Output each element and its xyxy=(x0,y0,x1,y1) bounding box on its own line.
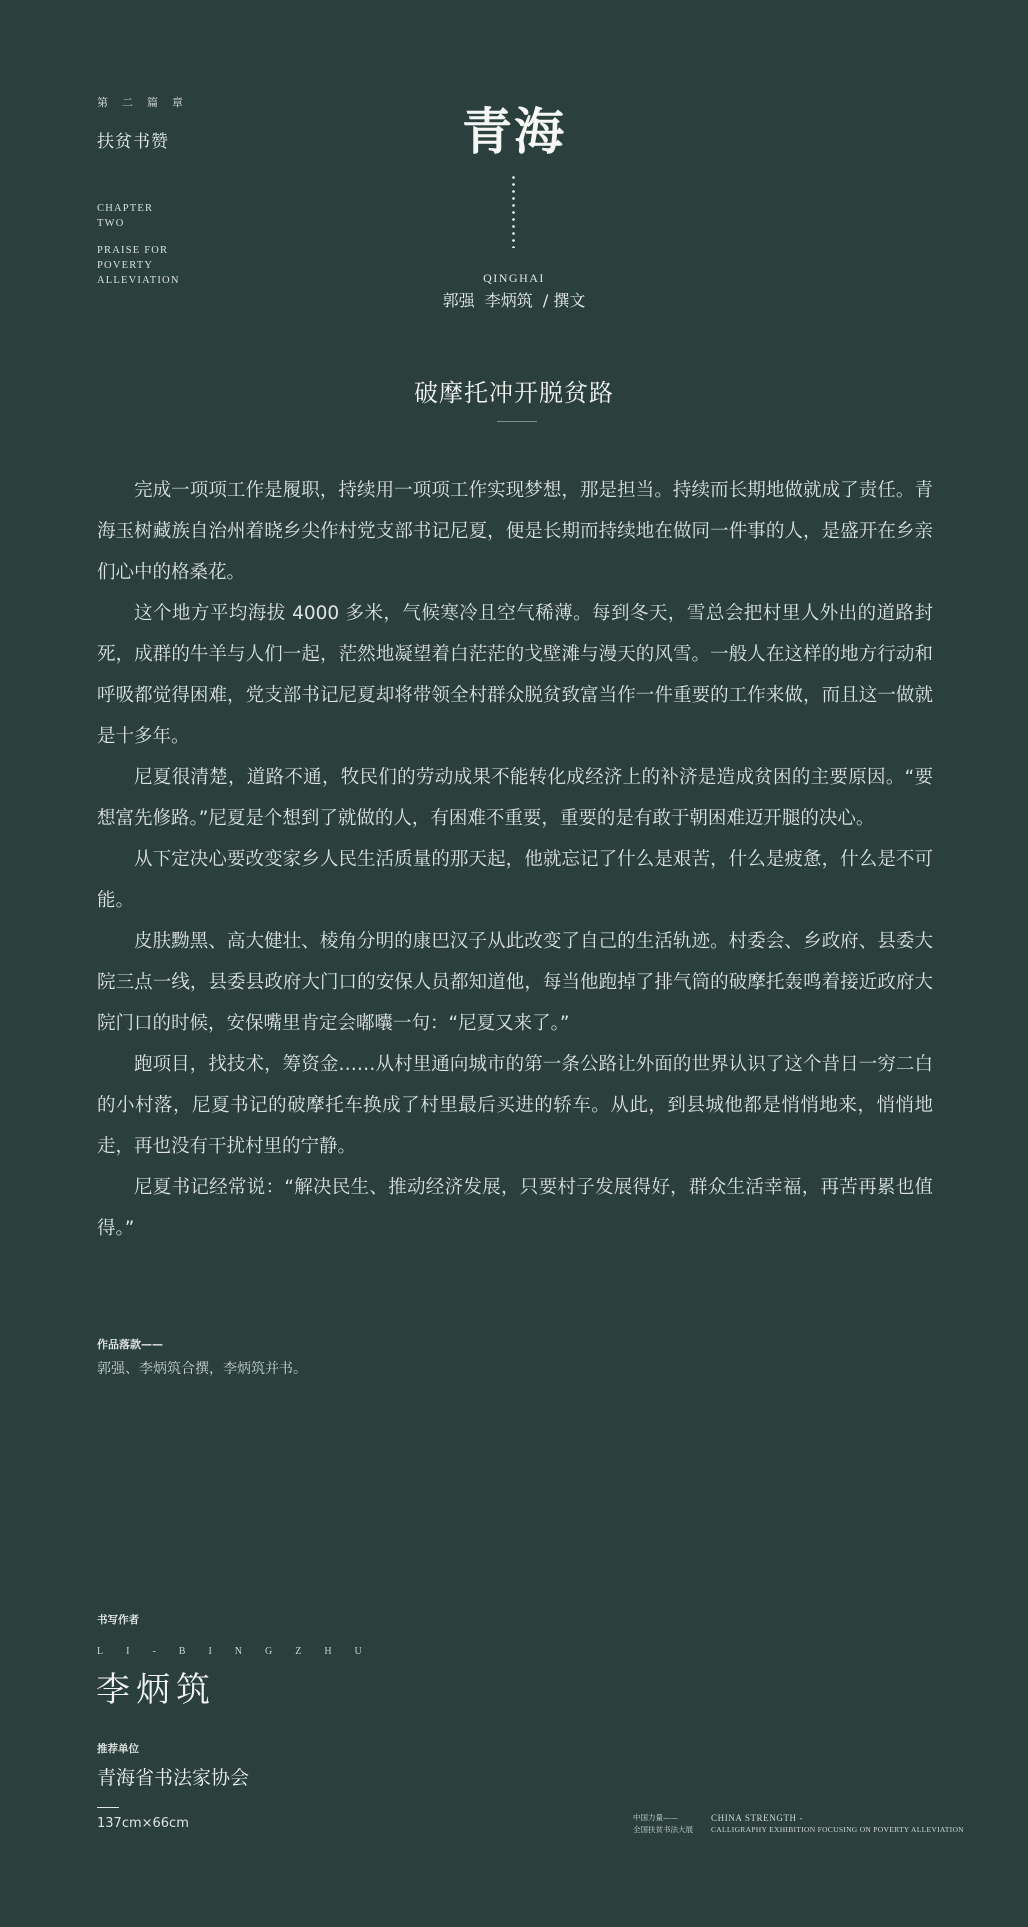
region-title-en: QINGHAI xyxy=(483,271,545,285)
chapter-en-line: TWO xyxy=(97,218,125,229)
exhibition-brand-cn xyxy=(633,1812,693,1836)
brand-cn-line: 全国扶贫书法大展 xyxy=(633,1825,693,1834)
section-en-line: POVERTY xyxy=(97,260,154,271)
section-title-cn: 扶贫书赞 xyxy=(97,132,169,152)
article-title: 破摩托冲开脱贫路 xyxy=(414,379,614,407)
paragraph: 皮肤黝黑、高大健壮、棱角分明的康巴汉子从此改变了自己的生活轨迹。村委会、乡政府、县委大院三点一线，县委县政府大门口的安保人员都知道他，每当他跑掉了排气筒的破摩托轰鸣着接近政府大院门口的时候，安保嘴里肯定会嘟囔一句：“尼夏又来了。” xyxy=(97,931,933,1034)
calligrapher-label: 书写作者 xyxy=(97,1614,139,1626)
paragraph: 尼夏书记经常说：“解决民生、推动经济发展，只要村子发展得好，群众生活幸福，再苦再累也值得。” xyxy=(97,1177,933,1239)
paragraph: 完成一项项工作是履职，持续用一项项工作实现梦想，那是担当。持续而长期地做就成了责任。青海玉树藏族自治州着晓乡尖作村党支部书记尼夏，便是长期而持续地在做同一件事的人，是盛开在乡亲们心中的格桑花。 xyxy=(97,480,933,583)
recommender-label: 推荐单位 xyxy=(97,1743,139,1755)
dimensions-divider xyxy=(97,1807,119,1808)
dotted-divider xyxy=(512,174,515,248)
paragraph: 跑项目，找技术，筹资金……从村里通向城市的第一条公路让外面的世界认识了这个昔日一穷二白的小村落，尼夏书记的破摩托车换成了村里最后买进的轿车。从此，到县城他都是悄悄地来，悄悄地走，再也没有干扰村里的宁静。 xyxy=(97,1054,933,1157)
recommender-org: 青海省书法家协会 xyxy=(97,1767,250,1789)
brand-en-line: CALLIGRAPHY EXHIBITION FOCUSING ON POVERTY ALLEVIATION xyxy=(711,1825,964,1834)
brand-cn-line: 中国力量—— xyxy=(633,1813,678,1822)
region-title: 青海 xyxy=(462,102,566,161)
title-divider xyxy=(497,421,537,422)
article-body xyxy=(97,470,933,1249)
chapter-en-line: CHAPTER xyxy=(97,203,154,214)
brand-en-line: CHINA STRENGTH - xyxy=(711,1813,804,1823)
exhibition-brand-en xyxy=(711,1812,964,1836)
inscription-text: 郭强、李炳筑合撰，李炳筑并书。 xyxy=(97,1361,307,1377)
paragraph: 尼夏很清楚，道路不通，牧民们的劳动成果不能转化成经济上的补济是造成贫困的主要原因。“要想富先修路。”尼夏是个想到了就做的人，有困难不重要，重要的是有敢于朝困难迈开腿的决心。 xyxy=(97,767,933,829)
calligrapher-name: 李炳筑 xyxy=(96,1670,216,1710)
inscription-label: 作品落款—— xyxy=(97,1338,163,1351)
section-en-line: ALLEVIATION xyxy=(97,275,180,286)
section-en-line: PRAISE FOR xyxy=(97,245,169,256)
calligrapher-pinyin: LI-BINGZHU xyxy=(97,1646,385,1657)
chapter-number-cn: 第二篇章 xyxy=(97,96,197,109)
artwork-dimensions: 137cm×66cm xyxy=(97,1816,189,1831)
paragraph: 从下定决心要改变家乡人民生活质量的那天起，他就忘记了什么是艰苦，什么是疲惫，什么是不可能。 xyxy=(97,849,933,911)
authors-byline: 郭强 李炳筑 / 撰文 xyxy=(442,291,586,310)
paragraph: 这个地方平均海拔 4000 多米，气候寒冷且空气稀薄。每到冬天，雪总会把村里人外出的道路封死，成群的牛羊与人们一起，茫然地凝望着白茫茫的戈壁滩与漫天的风雪。一般人在这样的地方行动和呼吸都觉得困难，党支部书记尼夏却将带领全村群众脱贫致富当作一件重要的工作来做，而且这一做就是十多年。 xyxy=(97,603,933,747)
